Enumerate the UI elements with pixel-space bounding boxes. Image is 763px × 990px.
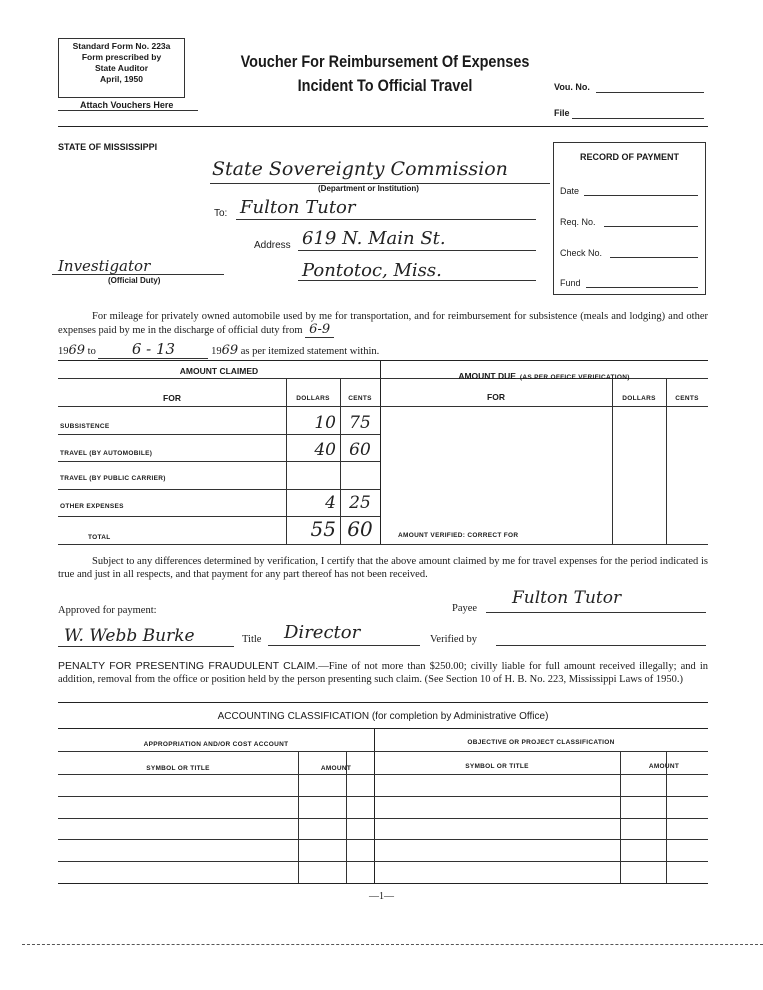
penalty-heading: PENALTY FOR PRESENTING FRAUDULENT CLAIM.	[58, 660, 319, 672]
payee-signature: Fulton Tutor	[512, 588, 622, 608]
bottom-dashed-rule	[22, 944, 763, 945]
acct-rule	[58, 839, 708, 840]
acct-right-symbol: SYMBOL OR TITLE	[465, 763, 529, 770]
rp-date-line	[584, 195, 698, 196]
row-cents-subsistence: 75	[349, 413, 371, 433]
address-line-1: 619 N. Main St.	[302, 228, 446, 249]
to-word: to	[87, 346, 96, 357]
form-title	[228, 50, 543, 98]
rp-check-line	[610, 257, 698, 258]
to-date: 6 - 13	[98, 340, 208, 359]
official-duty-value: Investigator	[58, 257, 151, 275]
address-label: Address	[254, 240, 291, 251]
rp-fund-line	[586, 287, 698, 288]
col-cents-right: CENTS	[675, 395, 699, 402]
year-1: 69	[68, 343, 86, 358]
table-rule	[58, 489, 380, 490]
col-for-left: FOR	[163, 393, 181, 403]
rp-req-line	[604, 226, 698, 227]
form-info-line: April, 1950	[100, 74, 143, 84]
statement-text	[58, 310, 708, 337]
address-line-2: Pontotoc, Miss.	[302, 260, 442, 281]
approver-line	[58, 646, 234, 647]
rp-date-label: Date	[560, 186, 580, 196]
official-duty-line	[52, 274, 224, 275]
verified-note: AMOUNT VERIFIED: CORRECT FOR	[398, 532, 519, 539]
row-cents-total: 60	[347, 517, 373, 541]
row-label-travel-auto: TRAVEL (BY AUTOMOBILE)	[60, 450, 153, 457]
acct-left-heading: APPROPRIATION AND/OR COST ACCOUNT	[143, 741, 289, 748]
acct-left-symbol: SYMBOL OR TITLE	[146, 765, 210, 772]
acct-rule	[58, 796, 708, 797]
acct-rule	[58, 818, 708, 819]
row-cents-travel-auto: 60	[349, 440, 371, 460]
attach-underline	[58, 110, 198, 111]
approved-label: Approved for payment:	[58, 605, 157, 616]
acct-divider	[374, 729, 375, 883]
vou-no-line	[596, 92, 704, 93]
from-date: 6-9	[305, 322, 334, 338]
state-label: STATE OF MISSISSIPPI	[58, 142, 158, 152]
title-label: Title	[242, 634, 262, 645]
file-line	[572, 118, 704, 119]
payee-label: Payee	[452, 603, 478, 614]
rp-fund-label: Fund	[560, 278, 581, 288]
col-dollars-left: DOLLARS	[296, 395, 330, 402]
payee-line	[486, 612, 706, 613]
col-for-right: FOR	[487, 392, 505, 402]
col-cents-left: CENTS	[348, 395, 372, 402]
statement-body: For mileage for privately owned automobile used by me for transportation, and for reimbursement for subsistence (meals and lodging) and other expenses paid by me in the discharge of official duty from	[58, 311, 708, 336]
row-dollars-subsistence: 10	[314, 413, 336, 433]
form-info-line: Form prescribed by	[81, 52, 162, 62]
page-number: —1—	[369, 891, 394, 902]
row-label-total: TOTAL	[88, 534, 111, 541]
record-of-payment-title: RECORD OF PAYMENT	[579, 152, 679, 162]
certification-text: Subject to any differences determined by verification, I certify that the above amount claimed by me for travel expenses for the period indicated is true and just in all respects, and that payment for any part thereof has not been received.	[58, 556, 708, 580]
title-line-2: Incident To Official Travel	[297, 76, 473, 95]
row-label-travel-public: TRAVEL (BY PUBLIC CARRIER)	[60, 475, 166, 482]
penalty-text	[58, 660, 708, 686]
year-2: 69	[221, 343, 239, 358]
to-line	[236, 219, 536, 220]
row-dollars-total: 55	[310, 517, 336, 541]
amount-due-label: AMOUNT DUE	[458, 371, 516, 381]
acct-left-amount: AMOUNT	[320, 765, 352, 772]
address-line-1-rule	[298, 250, 536, 251]
col-dollars-right: DOLLARS	[622, 395, 656, 402]
attach-note: Attach Vouchers Here	[80, 100, 174, 110]
to-value: Fulton Tutor	[240, 197, 356, 218]
row-label-subsistence: SUBSISTENCE	[60, 423, 110, 430]
approver-signature: W. Webb Burke	[64, 626, 195, 646]
table-divider	[380, 361, 381, 544]
year-prefix-2: 19	[211, 346, 222, 357]
accounting-title: ACCOUNTING CLASSIFICATION (for completion by Administrative Office)	[217, 711, 549, 722]
form-info-line: Standard Form No. 223a	[72, 41, 171, 51]
acct-rule	[58, 774, 708, 775]
rp-check-label: Check No.	[560, 248, 603, 258]
form-info-line: State Auditor	[94, 63, 149, 73]
record-of-payment-box	[553, 142, 706, 295]
title-value: Director	[284, 622, 361, 643]
verified-by-line	[496, 645, 706, 646]
department-value: State Sovereignty Commission	[212, 158, 508, 180]
table-rule	[58, 406, 708, 407]
table-rule	[58, 461, 380, 462]
file-label: File	[554, 108, 570, 118]
verified-by-label: Verified by	[430, 634, 477, 645]
title-line-1: Voucher For Reimbursement Of Expenses	[240, 52, 530, 71]
department-label: (Department or Institution)	[318, 184, 419, 193]
table-divider	[612, 379, 613, 544]
acct-right-heading: OBJECTIVE OR PROJECT CLASSIFICATION	[467, 739, 615, 746]
table-divider	[666, 379, 667, 544]
accounting-table	[58, 728, 708, 884]
acct-rule	[58, 861, 708, 862]
claim-table	[58, 360, 708, 545]
row-dollars-travel-auto: 40	[314, 440, 336, 460]
row-dollars-other: 4	[325, 493, 336, 513]
statement-line-2	[58, 340, 379, 359]
rp-req-label: Req. No.	[560, 217, 596, 227]
row-cents-other: 25	[349, 493, 371, 513]
penalty-body: —Fine of not more than $250.00; civilly liable for full amount received illegally; and in addition, removal from the office or position held by the person presenting such claim. (See Section 10 of H. B. No. 223, Mississippi Laws of 1950.)	[58, 661, 708, 685]
accounting-top-rule	[58, 702, 708, 703]
amount-due-title	[380, 366, 708, 384]
title-line	[268, 645, 420, 646]
acct-rule	[58, 751, 708, 752]
address-line-2-rule	[298, 280, 536, 281]
official-duty-label: (Official Duty)	[108, 276, 161, 285]
amount-claimed-title: AMOUNT CLAIMED	[179, 366, 259, 376]
statement-suffix: as per itemized statement within.	[240, 346, 380, 357]
header-rule	[58, 126, 708, 127]
vou-no-label: Vou. No.	[554, 82, 590, 92]
to-label: To:	[214, 208, 228, 219]
form-info	[58, 38, 185, 98]
table-rule	[58, 434, 380, 435]
acct-right-amount: AMOUNT	[648, 763, 680, 770]
year-prefix-1: 19	[58, 346, 69, 357]
row-label-other: OTHER EXPENSES	[60, 503, 124, 510]
amount-due-note: (AS PER OFFICE VERIFICATION)	[519, 374, 630, 381]
